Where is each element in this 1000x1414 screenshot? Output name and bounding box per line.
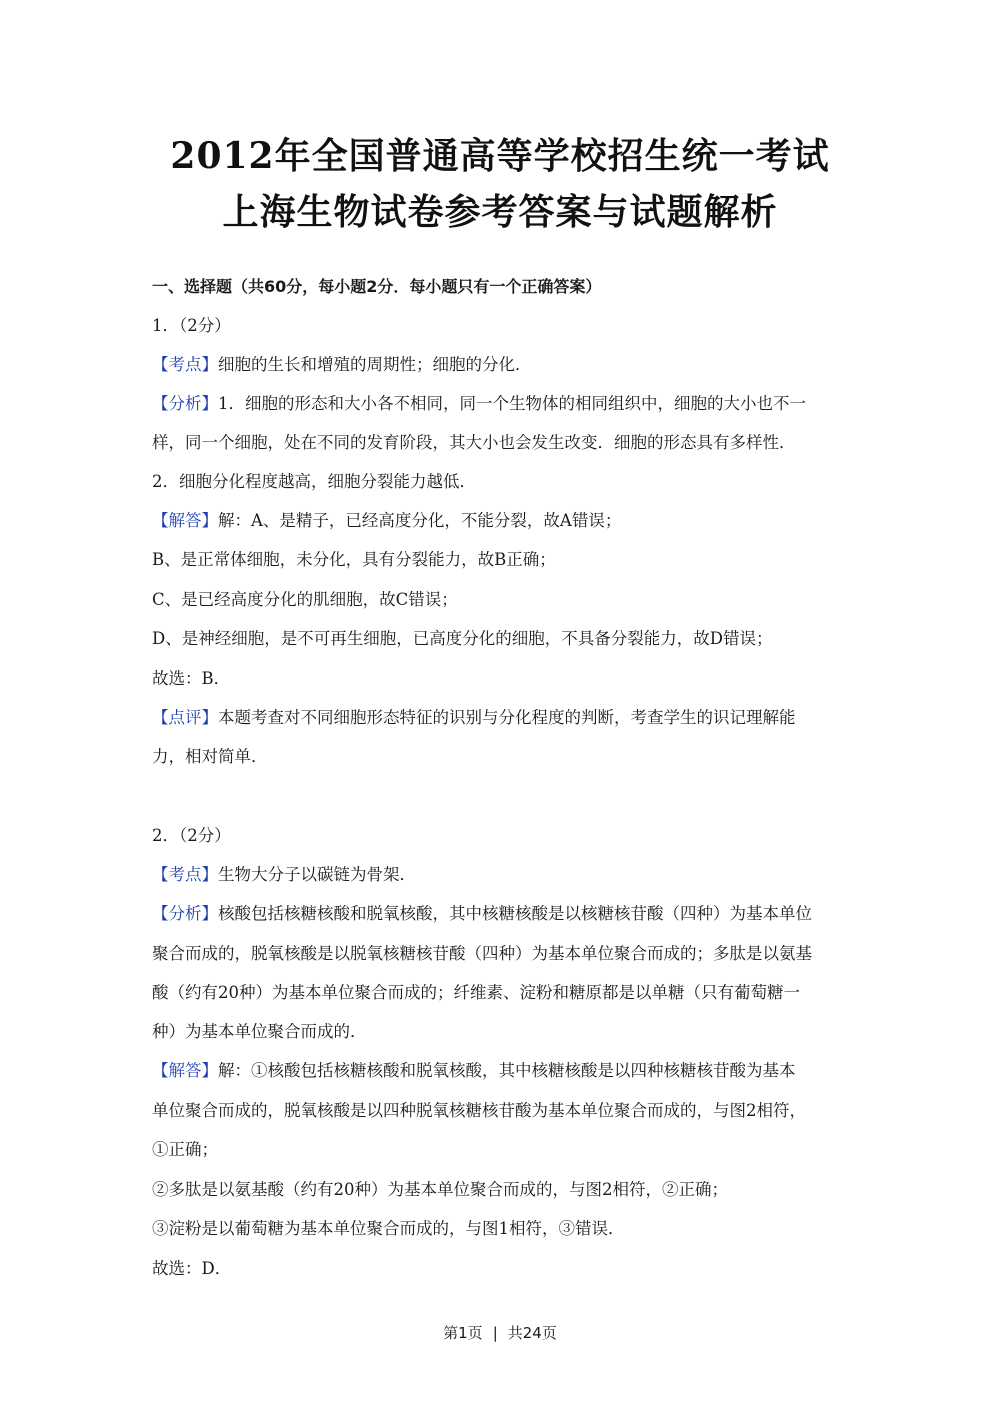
page-number: 第1页 xyxy=(443,1324,483,1342)
q1-jieda-line xyxy=(152,510,852,532)
q2-kaodian-text: 生物大分子以碳链为骨架． xyxy=(218,865,416,884)
kaodian-tag: 【考点】 xyxy=(152,355,218,374)
document-title-line1: 2012年全国普通高等学校招生统一考试 xyxy=(170,135,830,177)
footer-separator: | xyxy=(492,1324,498,1342)
dianping-tag: 【点评】 xyxy=(152,708,218,727)
q2-fenxi-line xyxy=(152,903,852,925)
fenxi-tag: 【分析】 xyxy=(152,904,218,923)
q1-answer: 故选：B． xyxy=(152,669,231,688)
kaodian-tag: 【考点】 xyxy=(152,865,218,884)
page-total: 共24页 xyxy=(507,1324,557,1342)
q2-fenxi-text-4: 种）为基本单位聚合而成的． xyxy=(152,1022,367,1041)
q1-fenxi-line xyxy=(152,393,852,415)
jieda-tag: 【解答】 xyxy=(152,511,218,530)
q1-fenxi-text-1: 1．细胞的形态和大小各不相同，同一个生物体的相同组织中，细胞的大小也不一 xyxy=(218,394,806,413)
jieda-tag: 【解答】 xyxy=(152,1061,218,1080)
q1-dianping-text-1: 本题考查对不同细胞形态特征的识别与分化程度的判断，考查学生的识记理解能 xyxy=(218,708,796,727)
q1-kaodian-line xyxy=(152,354,852,376)
q2-jieda-text-2: 单位聚合而成的，脱氧核酸是以四种脱氧核糖核苷酸为基本单位聚合而成的，与图2相符， xyxy=(152,1101,806,1120)
q2-jieda-line xyxy=(152,1060,852,1082)
q2-fenxi-text-2: 聚合而成的，脱氧核酸是以脱氧核糖核苷酸（四种）为基本单位聚合而成的；多肽是以氨基 xyxy=(152,944,812,963)
q1-fenxi-text-2: 样，同一个细胞，处在不同的发育阶段，其大小也会发生改变．细胞的形态具有多样性． xyxy=(152,433,796,452)
q1-dianping-line xyxy=(152,707,852,729)
q1-jieda-text-3: C、是已经高度分化的肌细胞，故C错误； xyxy=(152,590,458,609)
q2-jieda-text-5: ③淀粉是以葡萄糖为基本单位聚合而成的，与图1相符，③错误． xyxy=(152,1219,625,1238)
q1-dianping-text-2: 力，相对简单． xyxy=(152,747,268,766)
q2-kaodian-line xyxy=(152,864,852,886)
q2-fenxi-text-3: 酸（约有20种）为基本单位聚合而成的；纤维素、淀粉和糖原都是以单糖（只有葡萄糖一 xyxy=(152,983,800,1002)
q1-jieda-text-4: D、是神经细胞，是不可再生细胞，已高度分化的细胞，不具备分裂能力，故D错误； xyxy=(152,629,773,648)
q2-answer: 故选：D． xyxy=(152,1259,232,1278)
q1-jieda-text-2: B、是正常体细胞，未分化，具有分裂能力，故B正确； xyxy=(152,550,556,569)
question-2-head: 2．（2分） xyxy=(152,826,231,845)
q2-jieda-text-1: 解：①核酸包括核糖核酸和脱氧核酸，其中核糖核酸是以四种核糖核苷酸为基本 xyxy=(218,1061,796,1080)
document-title-line2: 上海生物试卷参考答案与试题解析 xyxy=(222,191,778,233)
section-heading: 一、选择题（共60分，每小题2分．每小题只有一个正确答案） xyxy=(152,277,602,296)
fenxi-tag: 【分析】 xyxy=(152,394,218,413)
q1-jieda-text-1: 解：A、是精子，已经高度分化，不能分裂，故A错误； xyxy=(218,511,622,530)
q1-fenxi-text-3: 2．细胞分化程度越高，细胞分裂能力越低． xyxy=(152,472,476,491)
q1-kaodian-text: 细胞的生长和增殖的周期性；细胞的分化． xyxy=(218,355,532,374)
question-1-head: 1．（2分） xyxy=(152,316,231,335)
page-footer xyxy=(0,1322,1000,1343)
q2-jieda-text-3: ①正确； xyxy=(152,1140,218,1159)
q2-jieda-text-4: ②多肽是以氨基酸（约有20种）为基本单位聚合而成的，与图2相符，②正确； xyxy=(152,1180,728,1199)
q2-fenxi-text-1: 核酸包括核糖核酸和脱氧核酸，其中核糖核酸是以核糖核苷酸（四种）为基本单位 xyxy=(218,904,812,923)
